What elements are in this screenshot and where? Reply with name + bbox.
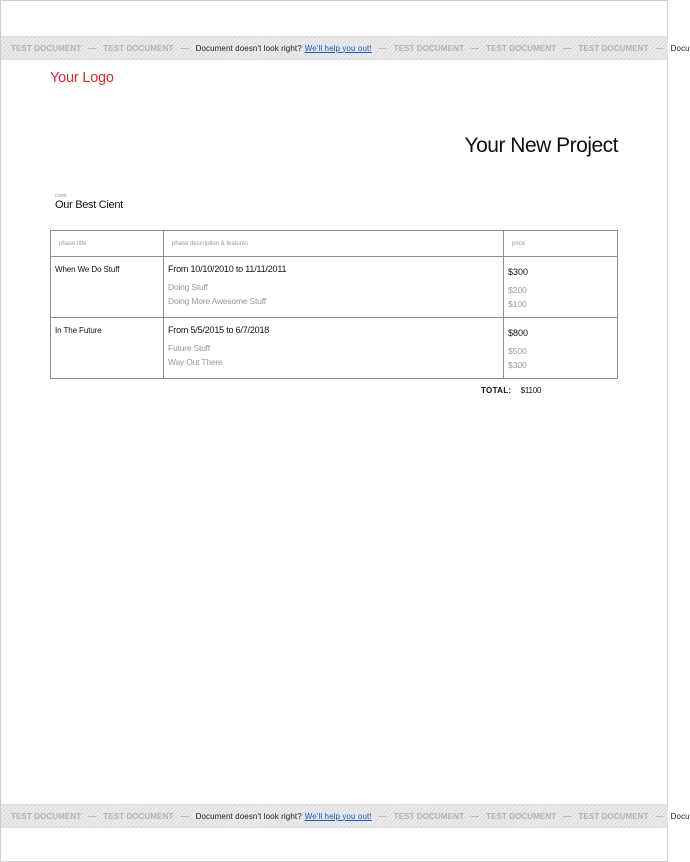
phase-date-range: From 5/5/2015 to 6/7/2018 (168, 325, 270, 335)
watermark-text: TEST DOCUMENT (393, 43, 464, 53)
feature-name: Future Stuff (168, 343, 210, 353)
column-header-price: price (504, 231, 618, 257)
phase-title-cell (51, 318, 164, 379)
banner-separator: — (378, 811, 387, 821)
project-title: Your New Project (464, 134, 618, 157)
banner-separator: — (180, 43, 189, 53)
watermark-text: TEST DOCUMENT (578, 811, 649, 821)
feature-price: $300 (508, 360, 527, 370)
banner-note: Document doesn't look right? (195, 811, 302, 821)
phase-price-cell (504, 318, 618, 379)
test-document-banner-bottom (1, 804, 690, 828)
watermark-text: TEST DOCUMENT (486, 43, 557, 53)
phase-price: $800 (508, 328, 529, 338)
phase-title: In The Future (55, 326, 102, 335)
banner-separator: — (470, 811, 480, 821)
banner-separator: — (378, 43, 387, 53)
phase-title: When We Do Stuff (55, 265, 120, 274)
phase-description-cell (164, 257, 504, 318)
total-line (481, 386, 541, 395)
feature-price: $200 (508, 285, 527, 295)
banner-separator: — (180, 811, 189, 821)
help-link[interactable]: We'll help you out! (304, 43, 372, 53)
help-link[interactable]: We'll help you out! (304, 811, 372, 821)
watermark-text: TEST DOCUMENT (578, 43, 649, 53)
banner-separator: — (655, 43, 664, 53)
column-header-phase-description: phase description & features (164, 231, 504, 257)
column-header-phase-title: phase title (51, 231, 164, 257)
watermark-text: TEST DOCUMENT (11, 811, 82, 821)
total-value: $1100 (520, 386, 542, 395)
phase-price-cell (504, 257, 618, 318)
watermark-text: TEST DOCUMENT (103, 811, 174, 821)
company-logo: Your Logo (50, 70, 114, 86)
watermark-text: TEST DOCUMENT (103, 43, 174, 53)
banner-separator: — (88, 811, 97, 821)
table-row (51, 257, 618, 318)
banner-note-truncated: Docu (670, 811, 690, 821)
phase-description-cell (164, 318, 504, 379)
test-document-banner-top (1, 36, 690, 60)
feature-name: Way Out There (168, 357, 223, 367)
table-row (51, 318, 618, 379)
phase-price: $300 (508, 267, 529, 277)
watermark-text: TEST DOCUMENT (486, 811, 557, 821)
phase-date-range: From 10/10/2010 to 11/11/2011 (168, 264, 287, 274)
banner-separator: — (563, 43, 572, 53)
banner-separator: — (470, 43, 480, 53)
feature-name: Doing More Awesome Stuff (168, 296, 266, 306)
banner-separator: — (655, 811, 664, 821)
banner-separator: — (563, 811, 572, 821)
watermark-text: TEST DOCUMENT (11, 43, 82, 53)
total-label: TOTAL: (481, 386, 512, 395)
feature-price: $500 (508, 346, 527, 356)
banner-note: Document doesn't look right? (195, 43, 302, 53)
phase-title-cell (51, 257, 164, 318)
banner-separator: — (88, 43, 97, 53)
feature-name: Doing Stuff (168, 282, 208, 292)
client-label: client (55, 193, 67, 199)
client-name: Our Best Cient (55, 199, 123, 211)
phases-table (50, 230, 618, 379)
banner-note-truncated: Docu (670, 43, 690, 53)
feature-price: $100 (508, 299, 527, 309)
watermark-text: TEST DOCUMENT (393, 811, 464, 821)
table-header-row (51, 231, 618, 257)
